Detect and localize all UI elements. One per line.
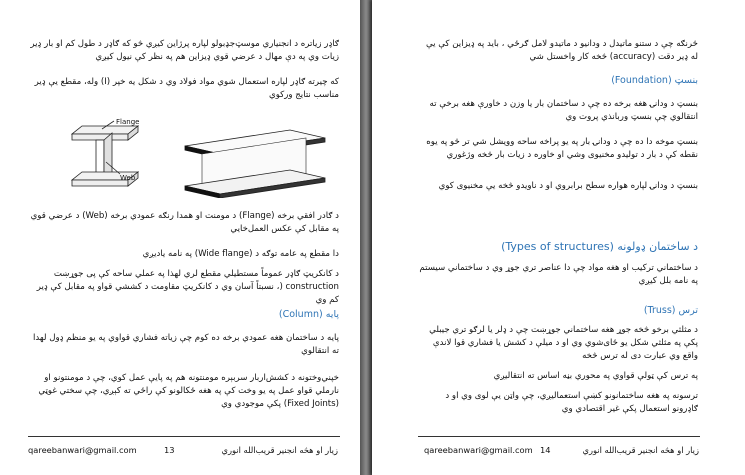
- footer-page-number: 14: [540, 445, 551, 455]
- flange-label: Flange: [116, 118, 140, 126]
- paragraph: بنسټ موخه دا ده چې د ودانۍ بار په یو پراخه ساحه وویشل شي تر څو په یوه نقطه کې د بار د تولیدو مخنیوی وشي او خاوره د زیات بار څخه وژغوري: [426, 137, 698, 160]
- paragraph: ګاډر زیاتره د انجنیاري‌ موسټ‌جډبولو لپاره پرژاین کیږي‌ څو که ګاډر د طول کم او بار ډیر زیات وي په دې‌ مهال د عرضي‌ قوي‌ ډیزاین هم په نظر کې نیول کیږي: [30, 39, 339, 62]
- footer-email: qareebanwari@gmail.com: [28, 445, 137, 455]
- beam-3d-figure: [180, 128, 330, 198]
- paragraph: په ترس کې ټولې قواوي په محوري بڼه اساس ته انتقالیږي: [493, 371, 698, 381]
- paragraph: د ساختماني ترکیب او هغه مواد چې دا عناصر تري‌ جوړ وي د ساختماني سیستم په نامه بلل کیږي: [419, 263, 698, 286]
- left-page: [0, 0, 360, 475]
- paragraph: خپني‌وختونه د کشش‌ار‌بار سربېره مومنتونه هم په پایې عمل کوي، چې د مومنتونو او نارملي قواو عمل په یو وخت کې په هغه ځکالونو کې راځي ته کېږي، چې سختي غوټي (Fixed Joints) پکې موجودي وي: [38, 373, 339, 409]
- web-label: Web: [120, 174, 136, 182]
- heading-types-of-structures: د ساختمان ډولونه (Types of structures): [501, 240, 698, 253]
- right-page: [372, 0, 745, 475]
- footer-email: qareebanwari@gmail.com: [424, 445, 533, 455]
- paragraph: بنسټ د ودانۍ هغه برخه ده چې د ساختمان بار یا وزن د خاورې هغه برخې ته انتقالوي چې بنسټ وربانذي پروت وي: [429, 99, 698, 122]
- heading-foundation: بنسټ (Foundation): [611, 75, 698, 86]
- paragraph: دا مقطع په عامه توګه د (Wide flange) په نامه یادیږي: [142, 249, 339, 259]
- footer-divider: [28, 436, 340, 437]
- paragraph: د ګادر افقي برخه (Flange) د مومنت او همدا رنګه عمودي برخه (Web) د عرضي قوي په مقابل کې عکس العمل‌خایي: [30, 211, 339, 234]
- page-gutter: [360, 0, 372, 475]
- footer-author: زیار او هڅه انجنیر قریب‌الله انوري: [582, 445, 699, 455]
- paragraph: د کانکریټ ګاډر عموماً مستطیلي مقطع لري لهذا په عملي ساحه کې پی‌ جوړښت construction (، نسبتاً آسان وي د کانکریټ مقاومت د کششي قواو په مقابل کې ډیر کم وي: [36, 269, 339, 305]
- paragraph: ترسونه په هغه ساختمانونو کښې استعمالیږي، چې واټن یې لوی وي او د ګاډرونو استعمال پکې غیر اقتصادي وي: [445, 391, 698, 414]
- paragraph: د مثلثي‌ برخو څخه جوړ هغه ساختماني جوړښت چې د ډلر یا لرګو تري‌ جیبلي پکې په مثلثي شکل یو ځای‌شوي وي او د میلې د کشش یا فشاري قوا لاندې واقع وي عبارت دی له ترس څخه: [429, 325, 698, 361]
- paragraph: څرنګه چې د ستنو ماتیدل د ودانیو د ماتیدو لامل ګرځي ، باید په ډیزاین کې یې له ډیر دقت (accuracy) څخه کار واخستل شي: [425, 39, 698, 62]
- paragraph: پایه د ساختمان هغه عمودي برخه ده کوم چې زیاته فشاري قواوي په یو منظم ډول لهدا ته انتقالوي: [33, 333, 339, 356]
- footer-page-number: 13: [164, 445, 175, 455]
- paragraph: بنسټ د ودانۍ لپاره هواره سطح برابروي او د ناویدو څخه یې مخنیوی کوي: [438, 181, 698, 191]
- i-beam-figure: [62, 116, 172, 198]
- paragraph: که چیرته ګاډر لپاره استعمال شوي مواد فولاد وي د شکل یه خپر (I) وله، مقطع یې ډیر مناسب نتایج ورکوي: [34, 77, 339, 100]
- heading-truss: ترس (Truss): [643, 305, 698, 316]
- footer-divider: [418, 436, 700, 437]
- heading-column: پایه (Column): [278, 309, 339, 320]
- footer-author: زیار او هڅه انجنیر قریب‌الله انوري: [221, 445, 338, 455]
